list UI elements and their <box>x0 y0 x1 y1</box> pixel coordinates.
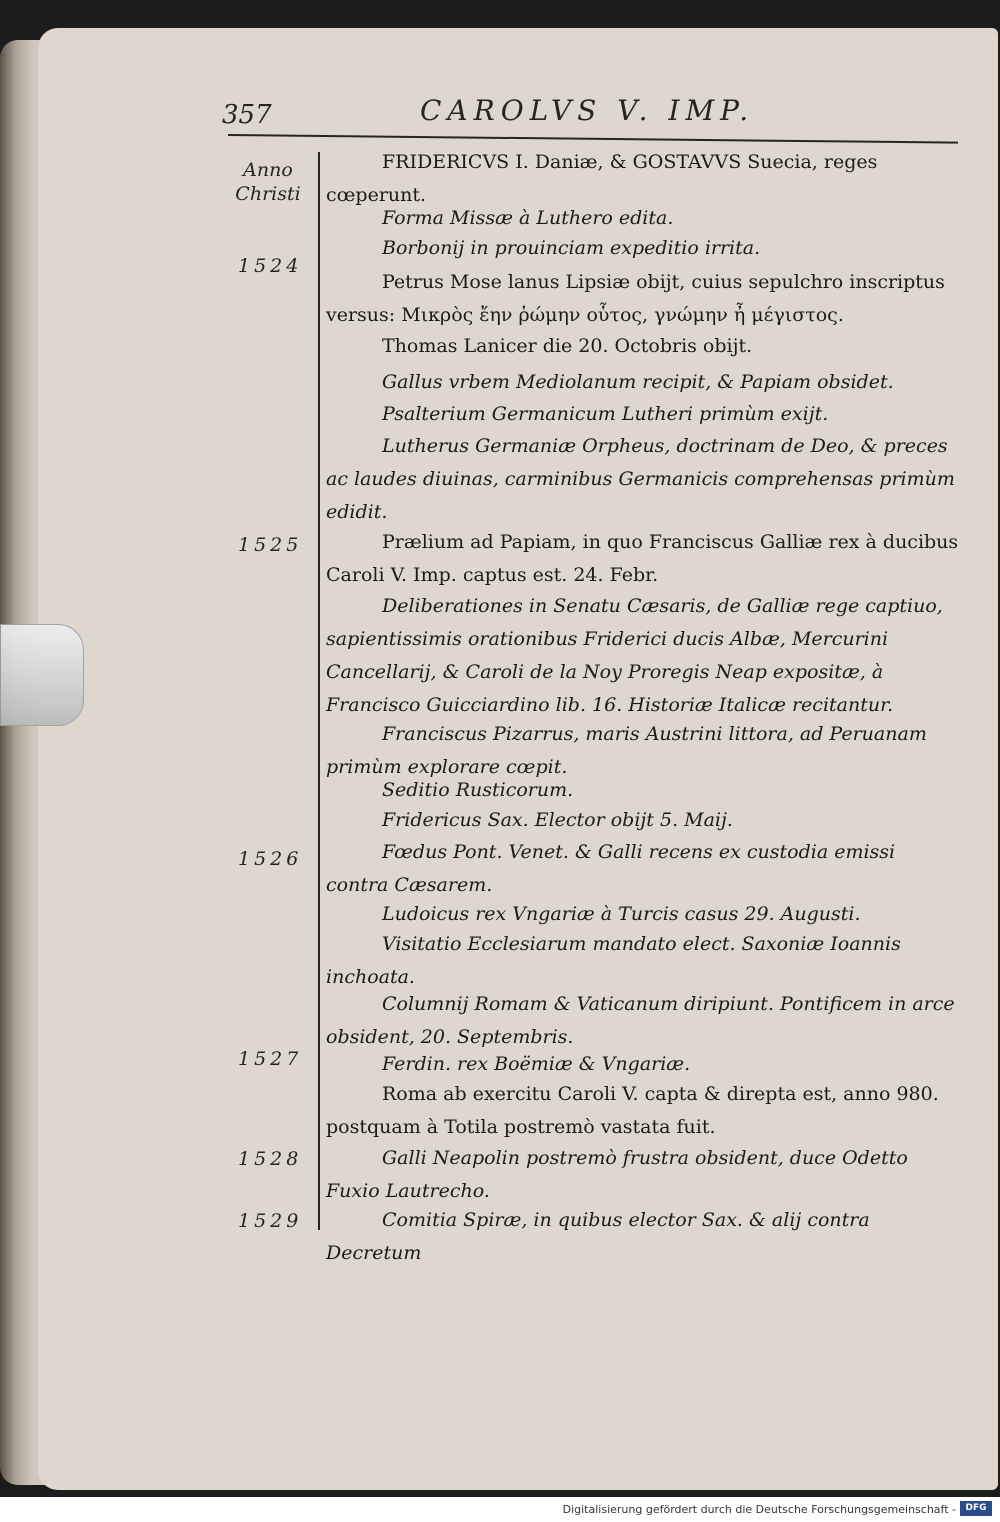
chronicle-entry: Fœdus Pont. Venet. & Galli recens ex custodia emissi contra Cæsarem. <box>326 841 896 896</box>
running-head: CAROLVS V. IMP. <box>420 94 755 127</box>
chronicle-entry: Lutherus Germaniæ Orpheus, doctrinam de Deo, & preces ac laudes diuinas, carminibus Germanicis comprehensas primùm edidit. <box>326 435 955 523</box>
margin-header-line-1: Anno <box>243 159 293 181</box>
margin-header-line-2: Christi <box>235 183 301 205</box>
chronicle-entry: Borbonij in prouinciam expeditio irrita. <box>382 237 761 259</box>
chronicle-entry: Visitatio Ecclesiarum mandato elect. Saxoniæ Ioannis inchoata. <box>326 933 901 988</box>
chronicle-entry: FRIDERICVS I. Daniæ, & GOSTAVVS Suecia, reges cœperunt. <box>326 151 878 206</box>
chronicle-entry: Ludoicus rex Vngariæ à Turcis casus 29. Augusti. <box>382 903 861 925</box>
chronicle-entry: Prælium ad Papiam, in quo Franciscus Galliæ rex à ducibus Caroli V. Imp. captus est. 24. Febr. <box>326 531 959 586</box>
chronicle-entry: Galli Neapolin postremò frustra obsident, duce Odetto Fuxio Lautrecho. <box>326 1147 908 1202</box>
chronicle-entry: Comitia Spiræ, in quibus elector Sax. & alij contra Decretum <box>326 1209 870 1264</box>
chronicle-entry: Seditio Rusticorum. <box>382 779 574 801</box>
chronicle-entry: Deliberationes in Senatu Cæsaris, de Galliæ rege captiuo, sapientissimis orationibus Friderici ducis Albæ, Mercurini Cancellarij, & Caroli de la Noy Proregis Neap expositæ, à Francisco Guicciardino lib. 16. Historiæ Italicæ recitantur. <box>326 595 943 716</box>
year-label: 1525 <box>238 534 303 556</box>
digitization-footer <box>0 1497 1000 1522</box>
chronicle-entry: Forma Missæ à Luthero edita. <box>382 207 674 229</box>
dfg-logo: DFG <box>960 1501 992 1516</box>
chronicle-entry: Roma ab exercitu Caroli V. capta & direpta est, anno 980. postquam à Totila postremò vastata fuit. <box>326 1083 939 1138</box>
year-label: 1524 <box>238 255 303 277</box>
chronicle-entry: Psalterium Germanicum Lutheri primùm exijt. <box>382 403 829 425</box>
year-label: 1529 <box>238 1210 303 1232</box>
chronicle-entry: Fridericus Sax. Elector obijt 5. Maij. <box>382 809 733 831</box>
chronicle-entry: Gallus vrbem Mediolanum recipit, & Papiam obsidet. <box>382 371 894 393</box>
page-clip <box>0 624 84 726</box>
footer-credit: Digitalisierung gefördert durch die Deutsche Forschungsgemeinschaft - <box>562 1503 956 1516</box>
chronicle-entry: Ferdin. rex Boëmiæ & Vngariæ. <box>382 1053 691 1075</box>
chronicle-entry: Franciscus Pizarrus, maris Austrini littora, ad Peruanam primùm explorare cœpit. <box>326 723 927 778</box>
chronicle-entry: Columnij Romam & Vaticanum diripiunt. Pontificem in arce obsident, 20. Septembris. <box>326 993 955 1048</box>
year-label: 1528 <box>238 1148 303 1170</box>
margin-header <box>222 158 314 206</box>
chronicle-entry: Petrus Mose lanus Lipsiæ obijt, cuius sepulchro inscriptus versus: Μικρὸς ἔην ῥώμην οὗτος, γνώμην ἦ μέγιστος. <box>326 271 945 326</box>
chronicle-entry: Thomas Lanicer die 20. Octobris obijt. <box>382 335 753 357</box>
page-number: 357 <box>222 100 272 130</box>
year-label: 1526 <box>238 848 303 870</box>
column-rule <box>318 152 320 1230</box>
year-label: 1527 <box>238 1048 303 1070</box>
